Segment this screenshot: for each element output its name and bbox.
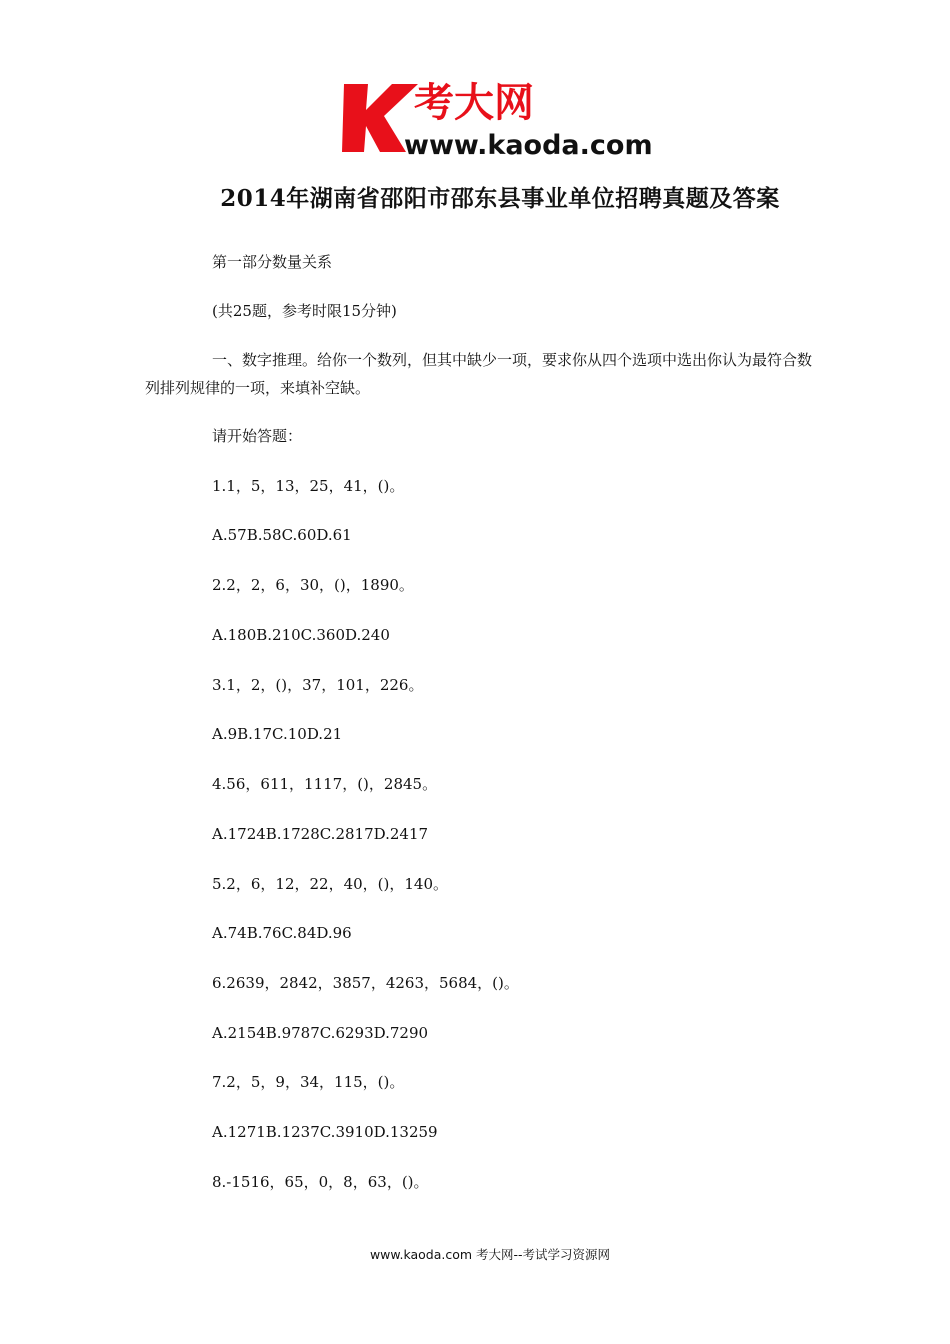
question-8: 8.-1516，65，0，8，63，()。 — [212, 1173, 429, 1191]
question-7-options: A.1271B.1237C.3910D.13259 — [212, 1123, 438, 1141]
logo-url: www.kaoda.com — [404, 130, 653, 158]
question-3: 3.1，2，()，37，101，226。 — [212, 676, 424, 694]
question-4: 4.56，611，1117，()，2845。 — [212, 775, 438, 793]
question-1-options: A.57B.58C.60D.61 — [212, 526, 352, 544]
question-5: 5.2，6，12，22，40，()，140。 — [212, 875, 448, 893]
section-heading: 第一部分数量关系 — [212, 253, 333, 271]
question-3-options: A.9B.17C.10D.21 — [212, 725, 343, 743]
document-title: 2014年湖南省邵阳市邵东县事业单位招聘真题及答案 — [220, 185, 780, 212]
question-7: 7.2，5，9，34，115，()。 — [212, 1073, 405, 1091]
logo-name: 考大网 — [414, 80, 534, 126]
start-prompt: 请开始答题： — [212, 427, 303, 445]
question-4-options: A.1724B.1728C.2817D.2417 — [212, 825, 429, 843]
question-2: 2.2，2，6，30，()，1890。 — [212, 576, 414, 594]
instruction-paragraph: 一、数字推理。给你一个数列，但其中缺少一项，要求你从四个选项中选出你认为最符合数列排列规律的一项，来填补空缺。 — [145, 351, 813, 397]
question-1: 1.1，5，13，25，41，()。 — [212, 477, 405, 495]
page-footer: www.kaoda.com 考大网--考试学习资源网 — [369, 1247, 611, 1262]
logo-graphic — [340, 74, 658, 158]
question-5-options: A.74B.76C.84D.96 — [212, 924, 352, 942]
question-6: 6.2639，2842，3857，4263，5684，()。 — [212, 974, 519, 992]
question-6-options: A.2154B.9787C.6293D.7290 — [212, 1024, 429, 1042]
time-note: (共25题，参考时限15分钟) — [212, 302, 397, 320]
kaoda-logo — [340, 74, 658, 158]
question-2-options: A.180B.210C.360D.240 — [212, 626, 390, 644]
